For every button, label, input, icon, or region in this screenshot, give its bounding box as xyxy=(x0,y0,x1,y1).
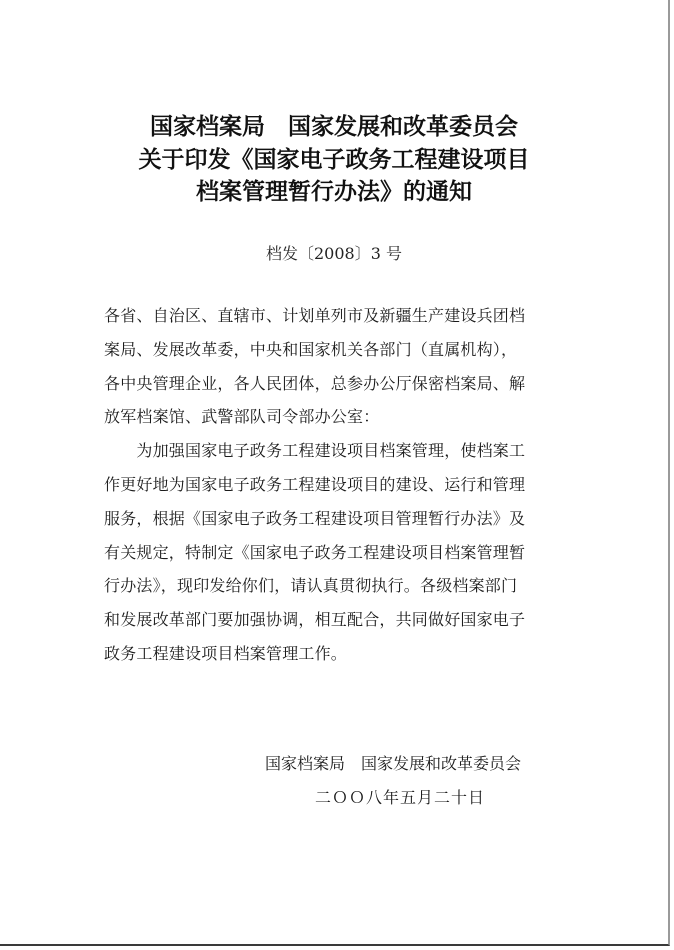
signature-date: 二ＯＯ八年五月二十日 xyxy=(315,788,486,807)
title-line-1: 国家档案局 国家发展和改革委员会 xyxy=(150,114,518,140)
document-number: 档发〔2008〕3 号 xyxy=(266,244,402,263)
body-line: 各中央管理企业，各人民团体，总参办公厅保密档案局、解 xyxy=(104,373,526,393)
body-line: 各省、自治区、直辖市、计划单列市及新疆生产建设兵团档 xyxy=(104,306,526,325)
body-line: 作更好地为国家电子政务工程建设项目的建设、运行和管理 xyxy=(104,474,526,494)
body-line: 放军档案馆、武警部队司令部办公室： xyxy=(104,407,380,427)
body-line: 有关规定，特制定《国家电子政务工程建设项目档案管理暂 xyxy=(104,542,526,562)
body-line: 为加强国家电子政务工程建设项目档案管理，使档案工 xyxy=(104,441,526,461)
body-line: 服务，根据《国家电子政务工程建设项目管理暂行办法》及 xyxy=(104,508,526,528)
body-line: 和发展改革部门要加强协调，相互配合，共同做好国家电子 xyxy=(104,610,526,630)
body-line: 政务工程建设项目档案管理工作。 xyxy=(104,643,348,663)
body-line: 行办法》，现印发给你们，请认真贯彻执行。各级档案部门 xyxy=(104,576,518,596)
document-body xyxy=(104,299,574,671)
title-line-2: 关于印发《国家电子政务工程建设项目 xyxy=(138,147,530,173)
title-line-3: 档案管理暂行办法》的通知 xyxy=(196,179,472,205)
signature-issuers: 国家档案局 国家发展和改革委员会 xyxy=(265,754,522,773)
body-line: 案局、发展改革委，中央和国家机关各部门（直属机构）， xyxy=(104,339,518,359)
